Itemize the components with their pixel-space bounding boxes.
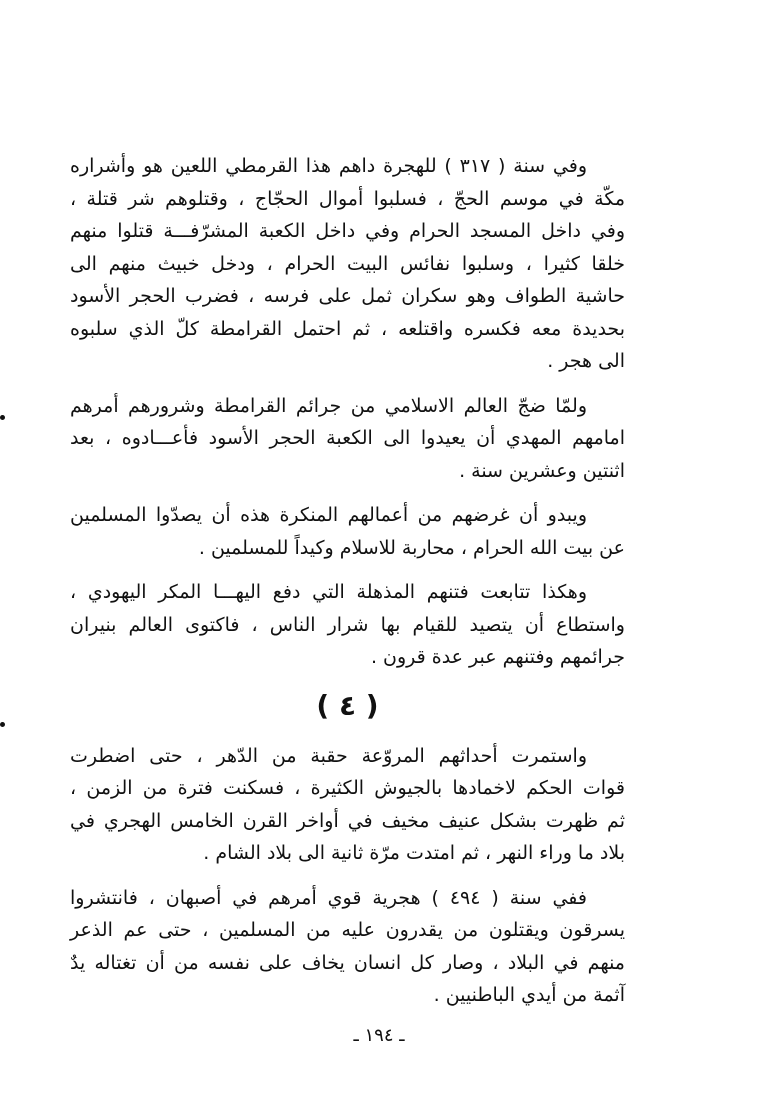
text-line: وفي سنة ( ٣١٧ ) للهجرة داهم هذا القرمطي اللعين هو وأشراره — [70, 155, 587, 177]
text-line: واستمرت أحداثهم المروّعة حقبة من الدّهر ، حتى اضطرت — [70, 744, 587, 767]
text-line: بلاد ما وراء النهر ، ثم امتدت مرّة ثانية الى بلاد الشام . — [203, 842, 625, 864]
text-line: اثنتين وعشرين سنة . — [459, 459, 625, 482]
text-line: خلقا كثيرا ، وسلبوا نفائس البيت الحرام ، ودخل خبيث منهم الى — [70, 252, 625, 275]
paragraph-494-isfahan — [70, 882, 625, 1012]
text-line: حاشية الطواف وهو سكران ثمل على فرسه ، فضرب الحجر الأسود — [70, 285, 625, 307]
paragraph-317-raid — [70, 150, 625, 378]
margin-dot — [0, 722, 5, 727]
paragraph-succession — [70, 576, 625, 674]
text-line: جرائمهم وفتنهم عبر عدة قرون . — [370, 646, 625, 668]
text-line: بحديدة معه فكسره واقتلعه ، ثم احتمل القرامطة كلّ الذي سلبوه — [70, 317, 625, 340]
page-number: ـ ١٩٤ ـ — [353, 1025, 405, 1046]
section-number: ( ٤ ) — [316, 688, 379, 722]
text-line: آثمة من أيدي الباطنيين . — [433, 984, 625, 1006]
text-line: امامهم المهدي أن يعيدوا الى الكعبة الحجر الأسود فأعـــادوه ، بعد — [70, 427, 625, 449]
text-line: مكّة في موسم الحجّ ، فسلبوا أموال الحجّاج ، وقتلوهم شر قتلة ، — [70, 187, 625, 210]
paragraph-stone-returned — [70, 390, 625, 488]
text-line: قوات الحكم لاخمادها بالجيوش الكثيرة ، فسكنت فترة من الزمن ، — [70, 777, 625, 799]
paragraph-continuation — [70, 740, 625, 870]
text-line: الى هجر . — [547, 350, 625, 372]
page-body — [70, 150, 625, 1050]
margin-dot — [0, 415, 5, 420]
text-line: واستطاع أن يتصيد للقيام بها شرار الناس ، فاكتوى العالم بنيران — [70, 613, 625, 636]
text-line: ويبدو أن غرضهم من أعمالهم المنكرة هذه أن يصدّوا المسلمين — [70, 504, 587, 526]
paragraph-purpose — [70, 499, 625, 564]
text-line: منهم في البلاد ، وصار كل انسان يخاف على نفسه من أن تغتاله يدٌ — [70, 951, 625, 974]
text-line: عن بيت الله الحرام ، محاربة للاسلام وكيداً للمسلمين . — [198, 536, 625, 559]
text-line: ففي سنة ( ٤٩٤ ) هجرية قوي أمرهم في أصبهان ، فانتشروا — [70, 886, 587, 909]
text-line: وفي داخل المسجد الحرام وفي داخل الكعبة المشرّفـــة قتلوا منهم — [70, 220, 625, 242]
text-line: ولمّا ضجّ العالم الاسلامي من جرائم القرامطة وشرورهم أمرهم — [70, 394, 587, 417]
text-line: ثم ظهرت بشكل عنيف مخيف في أواخر القرن الخامس الهجري في — [70, 809, 625, 832]
text-line: وهكذا تتابعت فتنهم المذهلة التي دفع اليهـــا المكر اليهودي ، — [70, 581, 587, 603]
text-line: يسرقون ويقتلون من يقدرون عليه من المسلمين ، حتى عم الذعر — [70, 919, 625, 941]
